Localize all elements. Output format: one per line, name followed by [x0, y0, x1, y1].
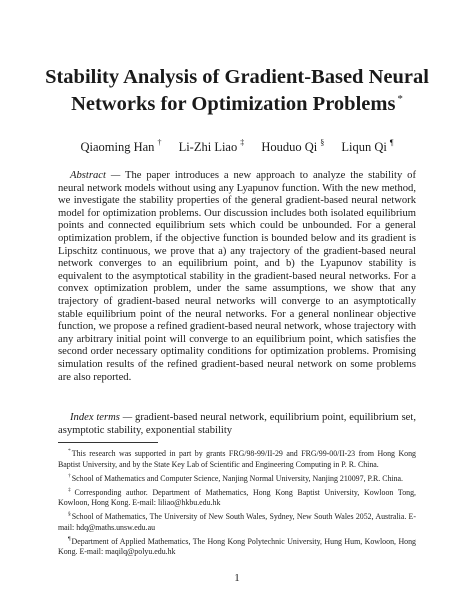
author-list — [0, 138, 474, 155]
paper-title — [40, 66, 434, 115]
author — [179, 138, 245, 155]
footnote — [58, 485, 416, 509]
index-terms-label: Index terms — — [70, 412, 133, 423]
footnote-mark: § — [68, 511, 71, 517]
author-footnote-mark: § — [320, 138, 325, 147]
author — [80, 138, 161, 155]
footnote-mark: ‡ — [68, 486, 74, 493]
abstract — [58, 170, 416, 384]
author-footnote-mark: ¶ — [389, 138, 394, 147]
footnote-mark: ¶ — [68, 535, 71, 542]
author-name: Liqun Qi — [341, 140, 387, 154]
abstract-label: Abstract — — [70, 170, 121, 181]
author-name: Li-Zhi Liao — [178, 140, 238, 154]
author-name: Qiaoming Han — [80, 140, 155, 154]
title-text: Stability Analysis of Gradient-Based Neural Networks for Optimization Problems — [45, 66, 429, 115]
footnote — [58, 446, 416, 470]
footnote-divider — [58, 442, 158, 443]
footnote-mark: * — [68, 448, 71, 454]
footnote-text: Department of Applied Mathematics, The Hong Kong Polytechnic University, Hung Hum, Kowloon, Hong Kong. E-mail: maqilq@polyu.edu.hk — [58, 536, 416, 556]
page-number: 1 — [234, 572, 240, 584]
index-terms — [58, 412, 416, 437]
footnote-text: School of Mathematics and Computer Science, Nanjing Normal University, Nanjing 210097, P.R. China. — [71, 473, 404, 483]
author-footnote-mark: ‡ — [240, 138, 245, 147]
footnote-text: This research was supported in part by grants FRG/98-99/II-29 and FRG/99-00/II-23 from Hong Kong Baptist University, and by the State Key Lab of Scientific and Engineering Computing in P. R. China. — [58, 449, 416, 469]
author — [341, 138, 393, 155]
footnote-mark: † — [68, 472, 71, 479]
author-footnote-mark: † — [157, 138, 162, 147]
footnote — [58, 534, 416, 558]
abstract-text: The paper introduces a new approach to analyze the stability of neural network models without using any Lyapunov function. With the new method, we investigate the stability properties of the general gradient-based neural network model for optimization problems. Our discussion includes both isolated equilibrium points and connected equilibrium sets which could be unbounded. For a general optimization problem, if the objective function is bounded below and its gradient is Lipschitz continuous, we prove that a) any trajectory of the gradient-based neural network converges to an equilibrium point, and b) the Lyapunov stability is equivalent to the asymptotical stability in the gradient-based neural networks. For a convex optimization problem, under the same assumptions, we show that any trajectory of gradient-based neural networks will converge to an asymptotically stable equilibrium point of the neural networks. For a general nonlinear objective function, we propose a refined gradient-based neural network, whose trajectory with any arbitrary initial point will converge to an equilibrium point, which satisfies the second order necessary optimality conditions for optimization problems. Promising simulation results of the refined gradient-based neural network on some problems are also reported. — [58, 170, 416, 383]
footnotes — [58, 446, 416, 558]
footnote-text: School of Mathematics, The University of New South Wales, Sydney, New South Wales 2052, Australia. E-mail: hdq@maths.unsw.edu.au — [58, 512, 416, 532]
footnote-text: Corresponding author. Department of Mathematics, Hong Kong Baptist University, Kowloon Tong, Kowloon, Hong Kong. E-mail: liliao@hkbu.edu.hk — [58, 487, 416, 507]
author — [261, 138, 324, 155]
footnote — [58, 471, 416, 485]
footnote — [58, 509, 416, 533]
index-terms-text: gradient-based neural network, equilibrium point, equilibrium set, asymptotic stability, exponential stability — [58, 412, 416, 436]
title-footnote-mark: * — [397, 93, 403, 105]
author-name: Houduo Qi — [261, 140, 318, 154]
